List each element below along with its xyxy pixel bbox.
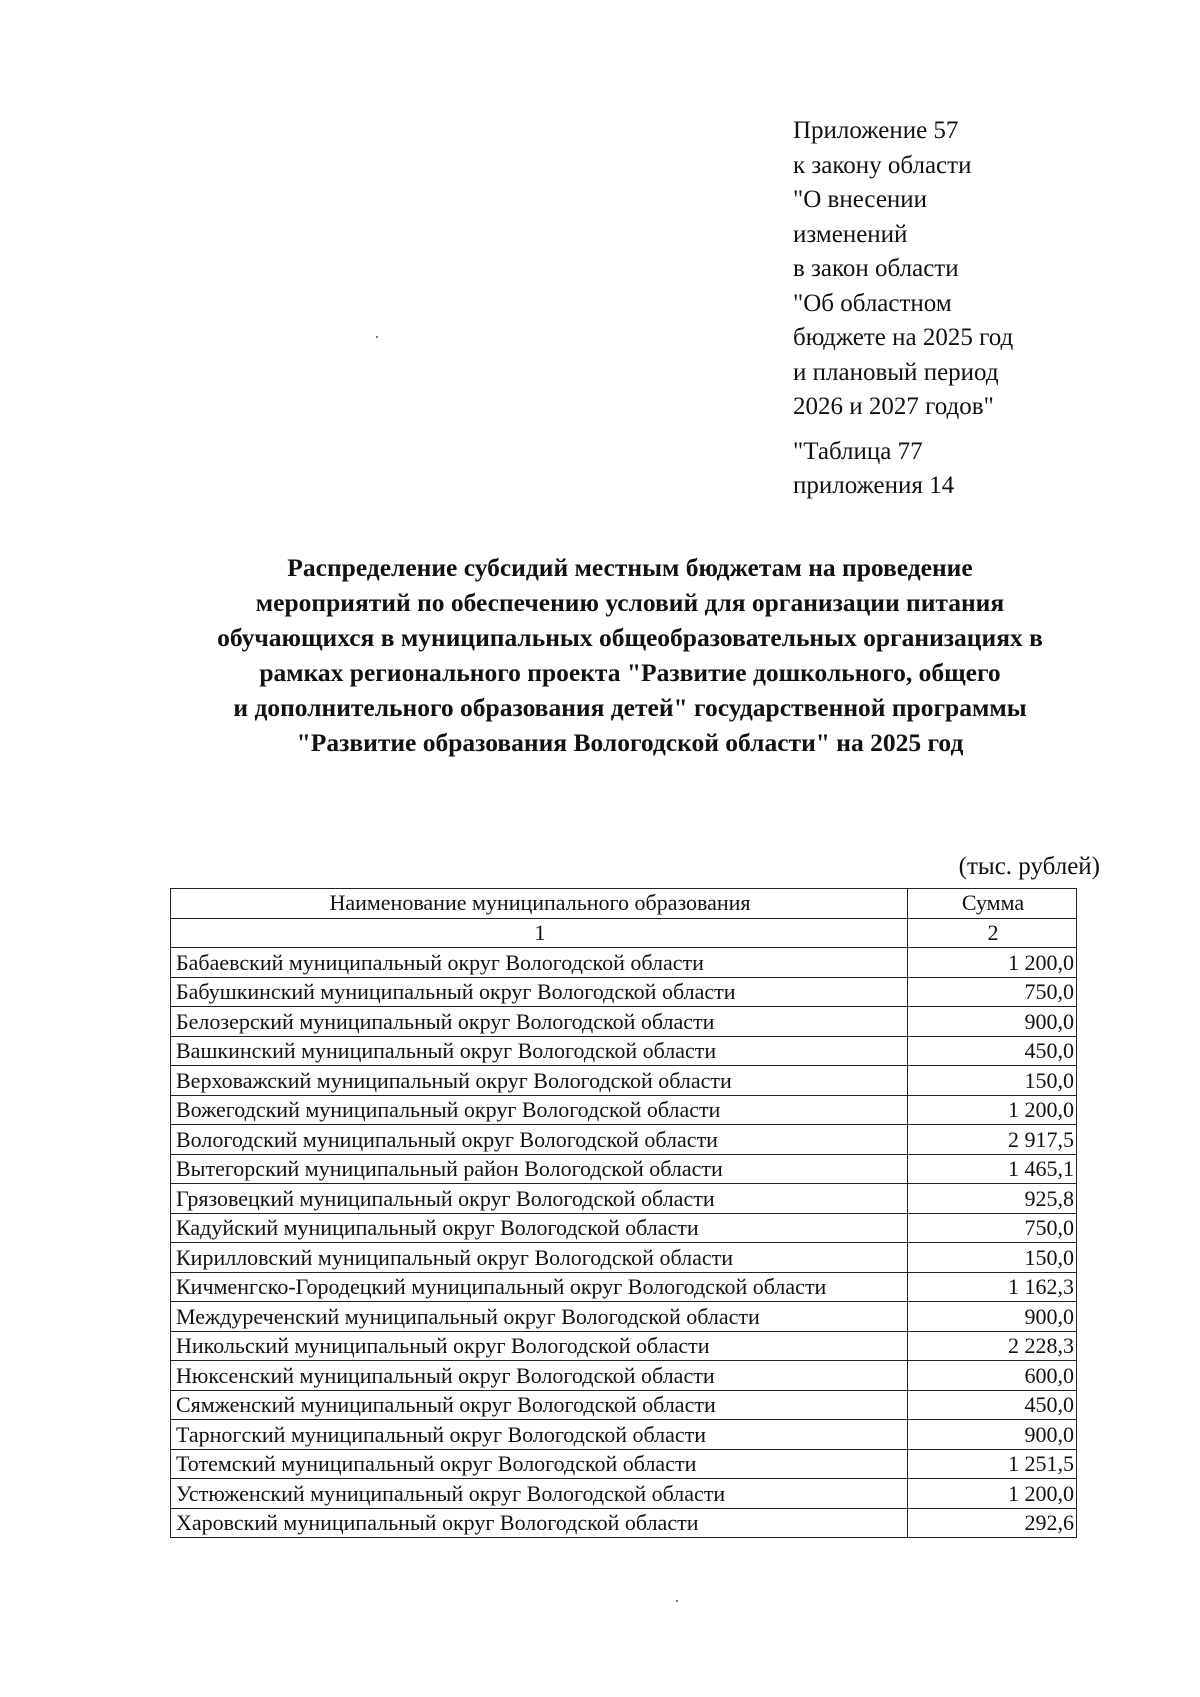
municipality-name: Грязовецкий муниципальный округ Вологодской области bbox=[171, 1184, 908, 1214]
municipality-name: Бабушкинский муниципальный округ Вологодской области bbox=[171, 977, 908, 1007]
municipality-name: Верховажский муниципальный округ Вологодской области bbox=[171, 1066, 908, 1096]
subsidy-amount: 2 917,5 bbox=[908, 1125, 1077, 1155]
municipality-name: Харовский муниципальный округ Вологодской области bbox=[171, 1508, 908, 1538]
appendix-line: в закон области bbox=[793, 255, 959, 282]
subsidy-amount: 1 200,0 bbox=[908, 1479, 1077, 1509]
appendix-line: бюджете на 2025 год bbox=[793, 324, 1014, 351]
document-title bbox=[120, 550, 1140, 760]
table-row bbox=[171, 1361, 1077, 1391]
table-row bbox=[171, 1272, 1077, 1302]
appendix-block bbox=[793, 114, 1093, 504]
municipality-name: Никольский муниципальный округ Вологодской области bbox=[171, 1331, 908, 1361]
table-row bbox=[171, 1331, 1077, 1361]
subsidy-amount: 750,0 bbox=[908, 1213, 1077, 1243]
title-line: Распределение субсидий местным бюджетам на проведение bbox=[287, 553, 973, 582]
municipality-name: Междуреченский муниципальный округ Вологодской области bbox=[171, 1302, 908, 1332]
appendix-line: Приложение 57 bbox=[793, 117, 959, 144]
municipality-name: Вожегодский муниципальный округ Вологодской области bbox=[171, 1095, 908, 1125]
subsidy-amount: 150,0 bbox=[908, 1243, 1077, 1273]
municipality-name: Кирилловский муниципальный округ Вологодской области bbox=[171, 1243, 908, 1273]
appendix-line: изменений bbox=[793, 220, 908, 248]
header-sum: Сумма bbox=[908, 889, 1077, 919]
units-label: (тыс. рублей) bbox=[958, 853, 1100, 880]
municipality-name: Вытегорский муниципальный район Вологодской области bbox=[171, 1154, 908, 1184]
subsidy-amount: 1 162,3 bbox=[908, 1272, 1077, 1302]
table-row bbox=[171, 1213, 1077, 1243]
table-row bbox=[171, 1479, 1077, 1509]
table-row bbox=[171, 1302, 1077, 1332]
table-row bbox=[171, 1036, 1077, 1066]
municipality-name: Вологодский муниципальный округ Вологодской области bbox=[171, 1125, 908, 1155]
table-row bbox=[171, 1420, 1077, 1450]
municipality-name: Вашкинский муниципальный округ Вологодской области bbox=[171, 1036, 908, 1066]
municipality-name: Тарногский муниципальный округ Вологодской области bbox=[171, 1420, 908, 1450]
table-row bbox=[171, 1449, 1077, 1479]
subsidy-amount: 292,6 bbox=[908, 1508, 1077, 1538]
appendix-line: и плановый период bbox=[793, 358, 999, 386]
municipality-name: Кадуйский муниципальный округ Вологодской области bbox=[171, 1213, 908, 1243]
table-row bbox=[171, 1184, 1077, 1214]
appendix-line: "Об областном bbox=[793, 289, 952, 317]
table-reference-line: "Таблица 77 bbox=[793, 437, 923, 465]
subsidy-amount: 1 200,0 bbox=[908, 948, 1077, 978]
table-reference-line: приложения 14 bbox=[793, 472, 955, 499]
subsidy-amount: 450,0 bbox=[908, 1036, 1077, 1066]
municipality-name: Тотемский муниципальный округ Вологодской области bbox=[171, 1449, 908, 1479]
table-row bbox=[171, 1125, 1077, 1155]
subsidy-amount: 1 200,0 bbox=[908, 1095, 1077, 1125]
appendix-line: к закону области bbox=[793, 151, 972, 179]
subsidy-amount: 900,0 bbox=[908, 1420, 1077, 1450]
subsidy-amount: 600,0 bbox=[908, 1361, 1077, 1391]
header-name: Наименование муниципального образования bbox=[171, 889, 908, 919]
subsidy-amount: 2 228,3 bbox=[908, 1331, 1077, 1361]
table-row bbox=[171, 1390, 1077, 1420]
table-header-row bbox=[171, 889, 1077, 919]
column-number: 1 bbox=[171, 918, 908, 948]
subsidy-amount: 900,0 bbox=[908, 1007, 1077, 1037]
table-row bbox=[171, 1095, 1077, 1125]
column-number: 2 bbox=[908, 918, 1077, 948]
appendix-gap bbox=[793, 425, 1093, 435]
subsidy-amount: 925,8 bbox=[908, 1184, 1077, 1214]
title-line: "Развитие образования Вологодской области" на 2025 год bbox=[296, 728, 964, 757]
appendix-line: 2026 и 2027 годов" bbox=[793, 393, 994, 420]
municipality-name: Устюженский муниципальный округ Вологодской области bbox=[171, 1479, 908, 1509]
scan-speck bbox=[676, 1600, 678, 1602]
table-row bbox=[171, 1243, 1077, 1273]
municipality-name: Сямженский муниципальный округ Вологодской области bbox=[171, 1390, 908, 1420]
table-row bbox=[171, 948, 1077, 978]
subsidy-table bbox=[170, 888, 1077, 1538]
subsidy-amount: 900,0 bbox=[908, 1302, 1077, 1332]
column-number-row bbox=[171, 918, 1077, 948]
subsidy-amount: 150,0 bbox=[908, 1066, 1077, 1096]
table-row bbox=[171, 1154, 1077, 1184]
subsidy-amount: 1 465,1 bbox=[908, 1154, 1077, 1184]
municipality-name: Нюксенский муниципальный округ Вологодской области bbox=[171, 1361, 908, 1391]
title-line: обучающихся в муниципальных общеобразовательных организациях в bbox=[217, 623, 1043, 652]
subsidy-amount: 1 251,5 bbox=[908, 1449, 1077, 1479]
table-row bbox=[171, 1066, 1077, 1096]
title-line: рамках регионального проекта "Развитие дошкольного, общего bbox=[259, 658, 1001, 687]
appendix-line: "О внесении bbox=[793, 186, 928, 213]
title-line: мероприятий по обеспечению условий для организации питания bbox=[255, 588, 1005, 617]
table-row bbox=[171, 1508, 1077, 1538]
title-line: и дополнительного образования детей" государственной программы bbox=[233, 693, 1027, 722]
subsidy-amount: 750,0 bbox=[908, 977, 1077, 1007]
municipality-name: Бабаевский муниципальный округ Вологодской области bbox=[171, 948, 908, 978]
table-body bbox=[171, 948, 1077, 1538]
subsidy-amount: 450,0 bbox=[908, 1390, 1077, 1420]
scan-speck bbox=[376, 336, 378, 338]
table-row bbox=[171, 1007, 1077, 1037]
municipality-name: Кичменгско-Городецкий муниципальный округ Вологодской области bbox=[171, 1272, 908, 1302]
municipality-name: Белозерский муниципальный округ Вологодской области bbox=[171, 1007, 908, 1037]
table-row bbox=[171, 977, 1077, 1007]
